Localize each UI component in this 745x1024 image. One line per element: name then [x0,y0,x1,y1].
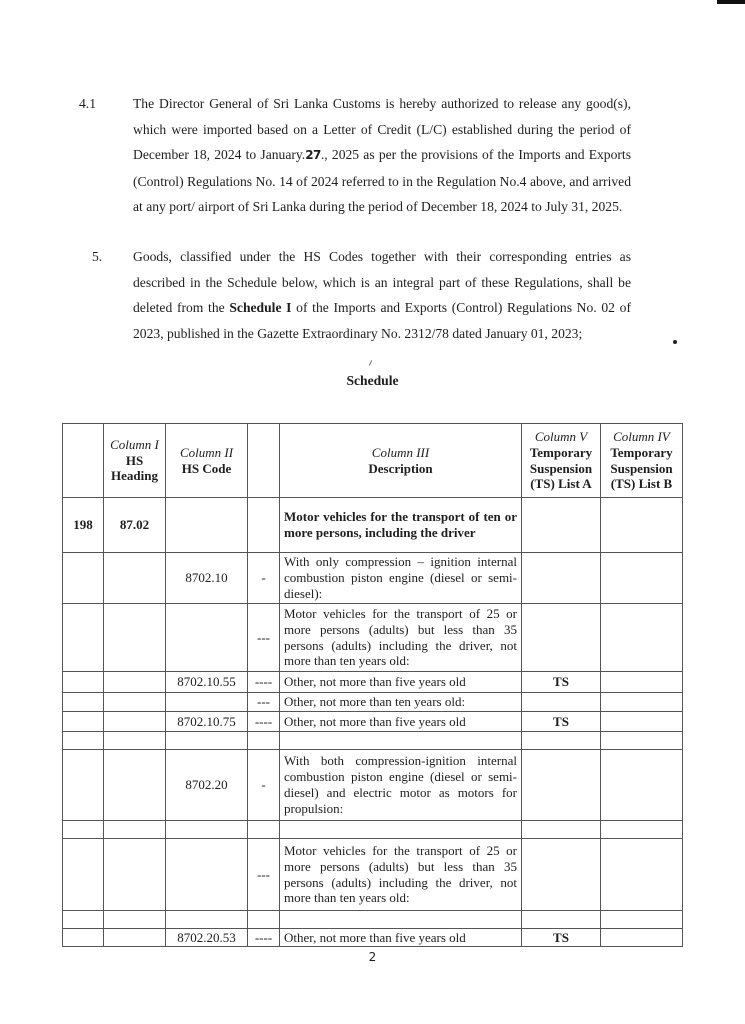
cell-ts-list-b [601,553,683,604]
cell-hs-code [166,732,248,750]
header-col-title: HS Code [181,460,232,476]
cell-serial [63,732,104,750]
cell-dash: ---- [248,672,280,693]
cell-dash [248,911,280,929]
schedule-row [63,750,683,821]
cell-hs-code [166,839,248,911]
header-col-title: Temporary Suspension (TS) List A [529,444,593,492]
header-hs-code [166,424,248,498]
cell-description [280,821,522,839]
cell-ts-list-b [601,732,683,750]
cell-ts-list-b [601,929,683,947]
schedule-row [63,712,683,732]
header-col-title: Description [368,460,433,476]
cell-serial [63,604,104,672]
schedule-row [63,672,683,693]
schedule-row [63,498,683,553]
schedule-row [63,693,683,712]
cell-ts-list-a [522,732,601,750]
cell-hs-heading [104,604,166,672]
cell-ts-list-b [601,839,683,911]
cell-hs-heading [104,750,166,821]
cell-description: Motor vehicles for the transport of 25 or more persons (adults) but less than 35 persons (adults) including the driver, not more than ten years old: [280,604,522,672]
paragraph-5-text-end: of the Imports and Exports (Control) Regulations No. 02 of 2023, published in the Gazette Extraordinary No. 2312/78 dated January 01, 2023; [133,300,631,341]
paragraph-5-number: 5. [92,249,103,264]
cell-ts-list-a: TS [522,672,601,693]
cell-dash [248,732,280,750]
cell-serial [63,693,104,712]
cell-serial [63,553,104,604]
cell-hs-heading [104,929,166,947]
header-col-label: Column V [534,428,588,444]
cell-description: With both compression-ignition internal combustion piston engine (diesel or semi- diesel) and electric motor as motors for propulsion: [280,750,522,821]
cell-hs-heading: 87.02 [104,498,166,553]
paragraph-4-1-text-end: ., 2025 as per the provisions of the Imports and Exports (Control) Regulations No. 14 of 2024 referred to in the Regulation No.4 above, and arrived at any port/ airport of Sri Lanka during the period of December 18, 2024 to July 31, 2025. [133,147,631,214]
cell-ts-list-b [601,693,683,712]
schedule-row [63,839,683,911]
cell-serial [63,750,104,821]
header-dash [248,424,280,498]
cell-hs-heading [104,911,166,929]
cell-serial [63,911,104,929]
header-col-label: Column I [110,436,159,452]
schedule-header-row [63,424,683,498]
cell-dash: - [248,750,280,821]
handwritten-date-day: 27 [305,148,321,162]
cell-ts-list-b [601,821,683,839]
cell-ts-list-a [522,839,601,911]
cell-description: Motor vehicles for the transport of 25 or more persons (adults) but less than 35 persons (adults) including the driver, not more than ten years old: [280,839,522,911]
cell-serial [63,839,104,911]
cell-ts-list-a [522,604,601,672]
cell-ts-list-a [522,911,601,929]
header-serial [63,424,104,498]
cell-dash: ---- [248,929,280,947]
cell-hs-code [166,821,248,839]
cell-serial [63,672,104,693]
cell-hs-code: 8702.20.53 [166,929,248,947]
header-col-label: Column II [179,444,234,460]
paragraph-5-bold-ref: Schedule I [229,300,292,315]
cell-ts-list-b [601,498,683,553]
paragraph-5-text-start: Goods, classified under the HS Codes together with their corresponding entries as described in the Schedule below, which is an integral part of these Regulations, shall be deleted from the [133,249,631,315]
schedule-row [63,929,683,947]
paragraph-4-1-number: 4.1 [79,96,96,111]
header-ts-list-b [601,424,683,498]
header-col-label: Column IV [613,428,670,444]
schedule-row [63,553,683,604]
cell-hs-heading [104,821,166,839]
scan-dot-mark [673,340,677,344]
cell-hs-heading [104,839,166,911]
cell-ts-list-b [601,604,683,672]
header-description [280,424,522,498]
cell-description: Motor vehicles for the transport of ten or more persons, including the driver [280,498,522,553]
header-ts-list-a [522,424,601,498]
cell-dash: --- [248,604,280,672]
cell-ts-list-a [522,750,601,821]
cell-dash: --- [248,693,280,712]
schedule-row [63,821,683,839]
cell-dash: - [248,553,280,604]
scan-tick-mark [369,360,372,366]
page-number: 2 [368,950,377,964]
cell-hs-code [166,693,248,712]
cell-description: With only compression – ignition internal combustion piston engine (diesel or semi- diesel): [280,553,522,604]
cell-ts-list-a [522,821,601,839]
cell-hs-code: 8702.20 [166,750,248,821]
cell-serial [63,929,104,947]
schedule-row [63,732,683,750]
header-col-label: Column III [371,444,430,460]
cell-description [280,732,522,750]
cell-hs-code: 8702.10 [166,553,248,604]
cell-hs-heading [104,672,166,693]
cell-serial [63,712,104,732]
cell-dash [248,498,280,553]
cell-ts-list-b [601,672,683,693]
cell-hs-code: 8702.10.75 [166,712,248,732]
scan-corner-mark [717,0,745,4]
cell-hs-heading [104,732,166,750]
cell-dash [248,821,280,839]
schedule-table [62,423,683,947]
cell-description: Other, not more than five years old [280,929,522,947]
header-col-title: Temporary Suspension (TS) List B [610,444,673,492]
cell-ts-list-a [522,553,601,604]
cell-serial [63,821,104,839]
cell-description [280,911,522,929]
cell-hs-code [166,604,248,672]
header-hs-heading [104,424,166,498]
cell-hs-code [166,498,248,553]
cell-description: Other, not more than ten years old: [280,693,522,712]
cell-ts-list-a: TS [522,929,601,947]
paragraph-4-1-text-start: The Director General of Sri Lanka Customs is hereby authorized to release any good(s), which were imported based on a Letter of Credit (L/C) established during the period of December 18, 2024 to January. [133,96,631,162]
paragraph-4-1 [79,91,631,220]
cell-ts-list-b [601,750,683,821]
cell-hs-heading [104,712,166,732]
cell-serial: 198 [63,498,104,553]
cell-description: Other, not more than five years old [280,672,522,693]
paragraph-5 [133,244,631,346]
cell-hs-heading [104,693,166,712]
cell-description: Other, not more than five years old [280,712,522,732]
cell-ts-list-b [601,712,683,732]
cell-hs-code [166,911,248,929]
schedule-title: Schedule [346,373,399,388]
schedule-row [63,911,683,929]
cell-ts-list-a: TS [522,712,601,732]
cell-ts-list-b [601,911,683,929]
schedule-row [63,604,683,672]
cell-hs-heading [104,553,166,604]
cell-ts-list-a [522,693,601,712]
cell-hs-code: 8702.10.55 [166,672,248,693]
header-col-title: HS Heading [111,452,158,484]
cell-ts-list-a [522,498,601,553]
cell-dash: ---- [248,712,280,732]
cell-dash: --- [248,839,280,911]
